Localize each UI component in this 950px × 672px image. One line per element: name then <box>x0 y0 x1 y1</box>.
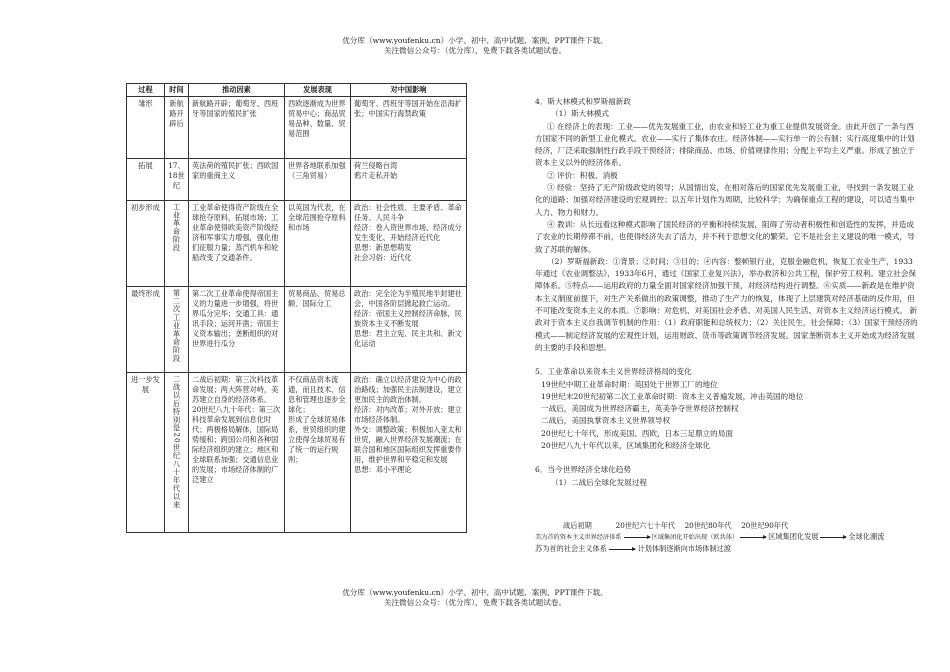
footer-line-2: 关注微信公众号：（优分库），免费下载各类试题试卷。 <box>383 598 567 607</box>
cell-impact: 政治：完全沦为半殖民地半封建社会，中国各阶层掀起救亡运动。 经济：帝国主义控制经济命脉，民族资本主义不断发展 思想：君主立宪、民主共和、新文化运动 <box>351 287 467 373</box>
page-header <box>0 36 950 56</box>
cell-stage: 初步形成 <box>127 201 165 287</box>
flow-cap-mid: 区域集团化开始出现（欧共体） <box>651 534 739 541</box>
col-header-stage: 过程 <box>127 84 165 97</box>
section-5-item: 19世纪末20世纪初第二次工业革命时期：资本主义普遍发展，冲击英国的地位 <box>541 391 804 401</box>
col-header-time: 时间 <box>165 84 189 97</box>
cell-impact: 政治：确立以经济建设为中心的政治路线；加强民主法制建设，建立更加民主的政治体制。 经济：对内改革；对外开放；建立市场经济体制。 外交：调整政策；积极加入亚太和世贸，融入世界经济发展潮流；在联合国和地区国际组织发挥重要作用，维护世界和平稳定和发展 思想：邓小平理论 <box>351 373 467 533</box>
cell-stage: 最终形成 <box>127 287 165 373</box>
arrow-icon <box>624 537 650 538</box>
flow-period: 战后初期 <box>563 521 592 530</box>
cell-factors: 第二次工业革命使得帝国主义的力量进一步增强，将世界瓜分完毕；交通工具：通讯手段；运河开凿；帝国主义资本输出；垄断组织的对世界进行瓜分 <box>189 287 285 373</box>
cell-period: 第二次工业革命阶段 <box>172 289 182 363</box>
page-footer <box>0 588 950 608</box>
section-4-title: 4．斯大林模式和罗斯福新政 <box>535 97 631 106</box>
section-5-title: 5．工业革命以来资本主义世界经济格局的变化 <box>535 367 692 377</box>
arrow-icon <box>609 549 635 550</box>
cell-performance: 不仅商品资本流通，而且技术、信息和管理也逐步全球化； 形成了全球贸易体系，世贸组织的建立使得全球贸易有了统一的运行规则； <box>285 373 351 533</box>
table-row <box>127 201 467 287</box>
cell-stage: 进一步发展 <box>127 373 165 533</box>
col-header-factors: 推动因素 <box>189 84 285 97</box>
footer-line-1: 优分库（www.youfenku.cn）小学、初中、高中试题、案例、PPT课件下载。 <box>342 588 608 597</box>
section-4-para-2: ② 评价：积极、消极 <box>547 170 618 180</box>
flow-periods-row <box>535 520 935 531</box>
col-header-impact: 对中国影响 <box>351 84 467 97</box>
cell-factors: 英法荷的殖民扩张；西欧国家的重商主义 <box>189 159 285 201</box>
flow-cap-end-1: 区域集团化发展 <box>768 532 819 541</box>
right-column <box>535 96 920 489</box>
header-line-1: 优分库（www.youfenku.cn）小学、初中、高中试题、案例、PPT课件下载。 <box>342 36 608 45</box>
globalization-flow-diagram <box>535 520 935 554</box>
section-4-para-3: ③ 经验：坚持了无产阶级政党的领导；从国情出发，在相对落后的国家优先发展重工业，寻找到一条发展工业化的道路；加强对经济建设的宏观调控；以五年计划作为周期，比较科学；为确保重点工程的建设，可以适当集中人力、物力和财力。 <box>535 183 915 217</box>
cell-period: 新航路开辟后 <box>165 97 189 159</box>
section-5-item: 一战后，美国成为世界经济霸主，英美争夺世界经济控制权 <box>541 404 739 414</box>
col-header-performance: 发展表现 <box>285 84 351 97</box>
cell-period: 17、18世纪 <box>165 159 189 201</box>
cell-performance: 世界各地联系加强（三角贸易） <box>285 159 351 201</box>
flow-soc-start: 苏为首的社会主义体系 <box>535 544 607 553</box>
flow-soc-mid: 计划体制逐渐向市场体制过渡 <box>637 544 731 553</box>
section-4-sub-1: （1）斯大林模式 <box>551 109 609 119</box>
table-row <box>127 287 467 373</box>
cell-impact: 荷兰侵略台湾 鸦片走私开始 <box>351 159 467 201</box>
flow-period: 20世纪90年代 <box>741 521 789 530</box>
flow-period: 20世纪80年代 <box>684 521 732 530</box>
table-row <box>127 97 467 159</box>
cell-stage: 雏形 <box>127 97 165 159</box>
flow-cap-end-2: 全球化潮流 <box>848 532 885 541</box>
arrow-icon <box>740 537 766 538</box>
flow-cap-start: 美为首的资本主义世界经济体系 <box>535 534 622 541</box>
cell-factors: 新航路开辟；葡萄牙、西班牙等国家的殖民扩张 <box>189 97 285 159</box>
section-5-item: 20世纪八九十年代以来，区域集团化和经济全球化 <box>541 441 711 451</box>
table-row <box>127 159 467 201</box>
cell-impact: 葡萄牙、西班牙等国开始在沿海扩张；中国实行海禁政策 <box>351 97 467 159</box>
cell-period: 工业革命阶段 <box>172 203 182 253</box>
table-row <box>127 373 467 533</box>
header-line-2: 关注微信公众号：（优分库），免费下载各类试题试卷。 <box>383 46 567 55</box>
cell-performance: 贸易商品、贸易总额、国际分工 <box>285 287 351 373</box>
cell-performance: 西欧逐渐成为世界贸易中心；商品贸易品种、数量、贸易范围 <box>285 97 351 159</box>
cell-factors: 二战后初期：第三次科技革命发展；两大阵营对峙，美苏建立自身的经济体系。 20世纪八九十年代：第三次科技革命发展到信息化时代；两极格局解体，国际局势缓和；跨国公司和各种国际经济组织的建立；地区和全球联系加强；交通信息业的发展；市场经济体制的广泛建立 <box>189 373 285 533</box>
section-5-item: 二战后，美国执掌资本主义世界领导权 <box>541 416 671 426</box>
flow-period: 20世纪六七十年代 <box>615 521 676 530</box>
section-6-sub: （1）二战后全球化发展过程 <box>551 477 647 487</box>
flow-socialist-row <box>535 543 935 554</box>
section-4-para-1: ① 在经济上的表现：工业——优先发展重工业，由农业和轻工业为重工业提供发展资金。由此开创了一条与西方国家不同的新型工业化模式。农业——实行了集体农庄。经济体制——实行单一的公有制；实行高度集中的计划经济，厂泛采取强制性行政手段干预经济；排除商品、市场、价值规律作用；分配上平均主义严重。形成了独立于资本主义以外的经济体系。 <box>535 121 915 168</box>
section-5-item: 20世纪七十年代，形成美国、西欧，日本三足鼎立的局面 <box>541 428 733 438</box>
cell-factors: 工业革命使得资产阶级在全球抢夺原料，拓展市场；工业革命使得欧美资产阶级经济和军事实力增强，强化他们征服力量；蒸汽机车和轮船改变了交通条件。 <box>189 201 285 287</box>
cell-period: 二战以后特别是20世纪八十年代以来 <box>172 375 182 510</box>
flow-capitalist-row <box>535 531 935 543</box>
cell-impact: 政治：社会性质、主要矛盾、革命任务、人民斗争 经济：卷入资世界市场、经济成分发生变化、开始经济近代化 思想：新思想萌发 社会习俗：近代化 <box>351 201 467 287</box>
arrow-icon <box>820 537 846 538</box>
table-header-row <box>127 84 467 97</box>
section-5-item: 19世纪中期工业革命时期：英国处于世界工厂的地位 <box>541 379 718 389</box>
globalization-table <box>126 83 467 533</box>
cell-performance: 以英国为代表，在全球范围抢夺原料和市场 <box>285 201 351 287</box>
cell-stage: 拓展 <box>127 159 165 201</box>
section-6-title: 6．当今世界经济全球化趋势 <box>535 465 631 475</box>
section-4-sub-2: （2）罗斯福新政：①背景；②时间；③目的；④内容：整顿银行业，克服金融危机，恢复工农业生产，1933年通过《农业调整法》，1933年6月，通过《国家工业复兴法》，举办救济和公共工程，保护劳工权利。建立社会保障体系。⑤特点——运用政府的力量全面对国家经济加强干预，对经济结构进行调整。⑥实质——新政是在维护资本主义制度前提下，对生产关系做出的政策调整，推动了生产力的恢复，体现了上层建筑对经济基础的反作用，但不可能改变资本主义的本质。⑦影响：对危机、对美国社会矛盾、对美国人民生活、对资本主义经济运行模式。 新政对于资本主义自我调节机制的作用：（1）政府职能和总统权力；（2）关注民生，社会保障；（3）国家干预经济的模式——制定经济发展的宏观性计划，运用财政、货币等政策调节经济发展。国家垄断资本主义开始成为经济发展的主要的手段和思想。 <box>535 256 918 352</box>
section-4-para-4: ④ 教训：从长远看这种模式影响了国民经济的平衡和持续发展，阻碍了劳动者积极性和创造性的发挥，并造成了农业的长期停滞不前，也使得经济失去了活力，并不利于思想文化的繁荣。它不是社会主义建设的唯一模式，导致了苏联的解体。 <box>535 219 915 254</box>
